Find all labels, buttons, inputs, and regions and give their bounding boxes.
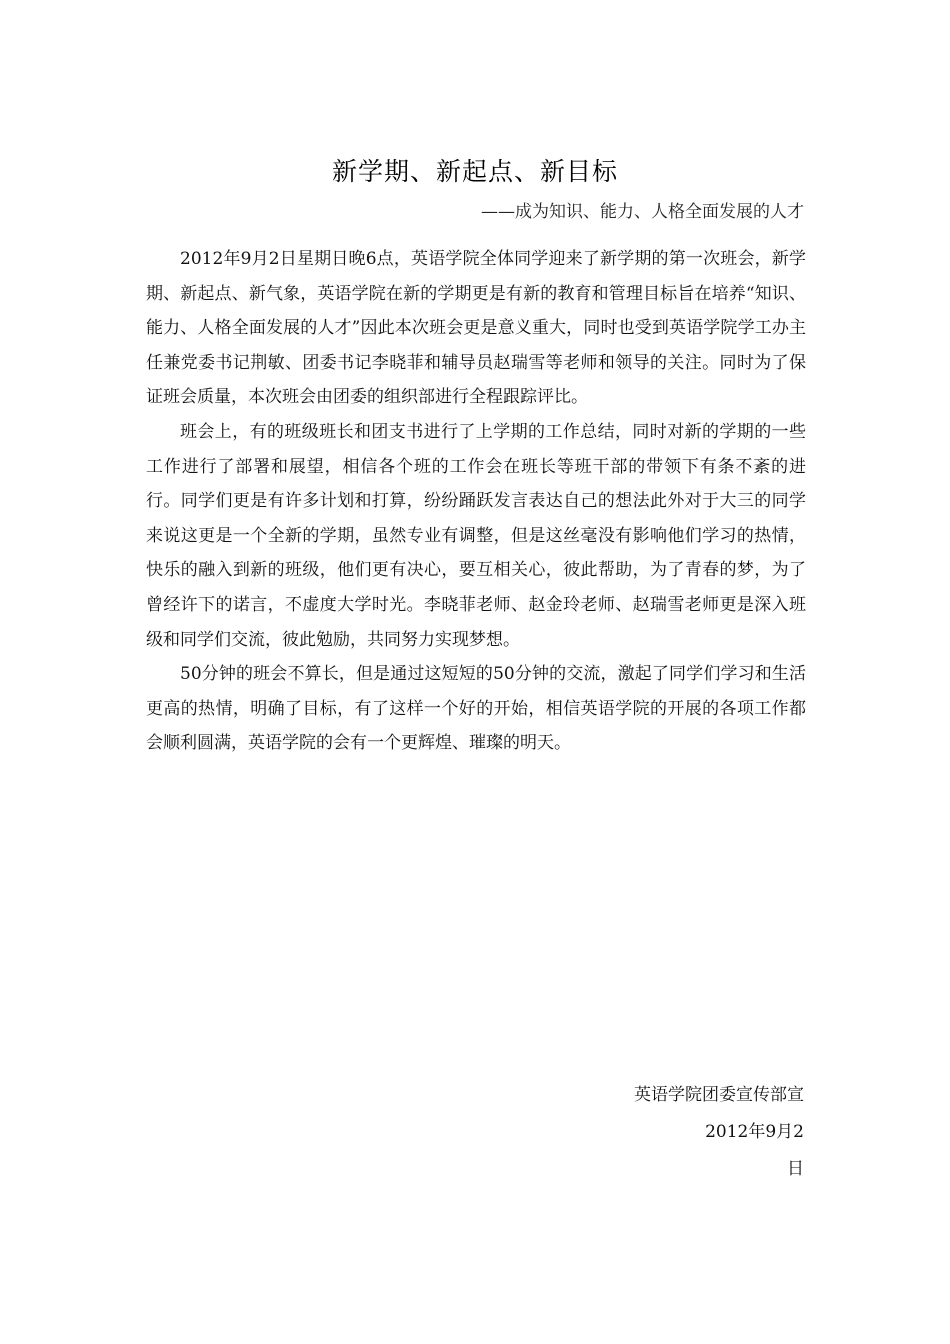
body-paragraph-1: 2012年9月2日星期日晚6点，英语学院全体同学迎来了新学期的第一次班会，新学期、新起点、新气象，英语学院在新的学期更是有新的教育和管理目标旨在培养“知识、能力、人格全面发展的人才”因此本次班会更是意义重大，同时也受到英语学院学工办主任兼党委书记荆敏、团委书记李晓菲和辅导员赵瑞雪等老师和领导的关注。同时为了保证班会质量，本次班会由团委的组织部进行全程跟踪评比。 xyxy=(146,249,806,408)
signature-date-line-1: 2012年9月2 xyxy=(705,1122,804,1142)
signature-date-line-2: 日 xyxy=(787,1159,804,1179)
body-paragraph-3: 50分钟的班会不算长，但是通过这短短的50分钟的交流，激起了同学们学习和生活更高的热情，明确了目标，有了这样一个好的开始，相信英语学院的开展的各项工作都会顺利圆满，英语学院的会有一个更辉煌、璀璨的明天。 xyxy=(146,664,806,754)
body-paragraph-2: 班会上，有的班级班长和团支书进行了上学期的工作总结，同时对新的学期的一些工作进行了部署和展望，相信各个班的工作会在班长等班干部的带领下有条不紊的进行。同学们更是有许多计划和打算，纷纷踊跃发言表达自己的想法此外对于大三的同学来说这更是一个全新的学期，虽然专业有调整，但是这丝毫没有影响他们学习的热情，快乐的融入到新的班级，他们更有决心，要互相关心，彼此帮助，为了青春的梦，为了曾经许下的诺言，不虚度大学时光。李晓菲老师、赵金玲老师、赵瑞雪老师更是深入班级和同学们交流，彼此勉励，共同努力实现梦想。 xyxy=(146,421,806,650)
signature-org: 英语学院团委宣传部宣 xyxy=(634,1085,804,1105)
document-body xyxy=(146,242,806,761)
signature-block xyxy=(504,1077,804,1188)
document-subtitle: ——成为知识、能力、人格全面发展的人才 xyxy=(481,202,804,222)
document-title: 新学期、新起点、新目标 xyxy=(331,157,618,186)
